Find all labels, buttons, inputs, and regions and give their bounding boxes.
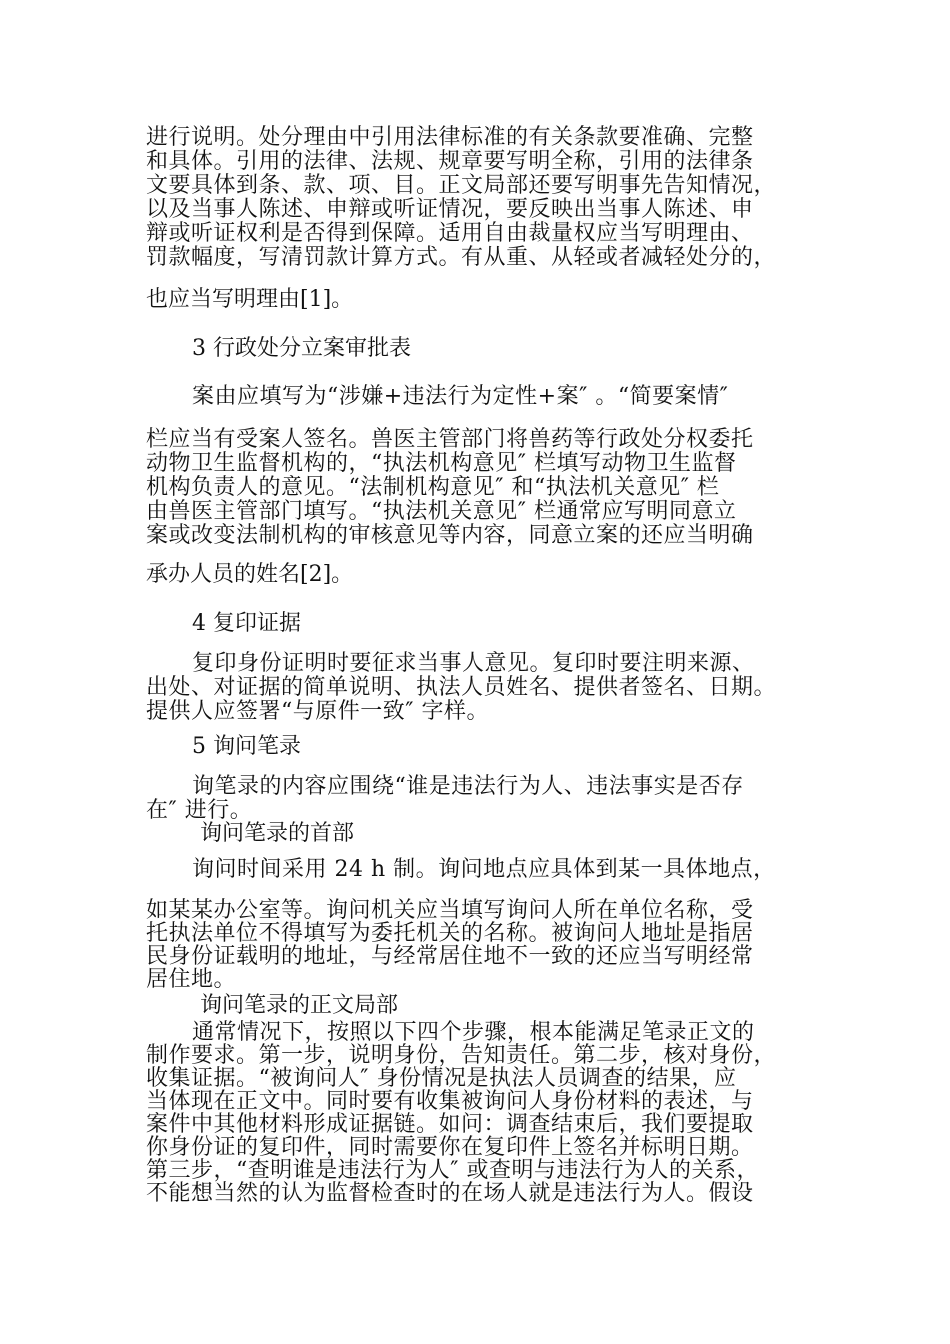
text-line: 案或改变法制机构的审核意见等内容，同意立案的还应当明确 [146, 523, 754, 548]
text-line: 也应当写明理由[1]。 [146, 287, 354, 312]
text-line: 机构负责人的意见。“法制机构意见″ 和“执法机关意见″ 栏 [146, 475, 720, 500]
text-line: 进行说明。处分理由中引用法律标准的有关条款要准确、完整 [146, 125, 754, 150]
text-line: 收集证据。“被询问人″ 身份情况是执法人员调查的结果，应 [146, 1066, 737, 1091]
text-line: 由兽医主管部门填写。“执法机关意见″ 栏通常应写明同意立 [146, 499, 737, 524]
section-heading-4: 4 复印证据 [192, 611, 301, 636]
text-line: 在″ 进行。 [146, 798, 253, 823]
paragraph-inquiry-time-place [146, 899, 806, 991]
paragraph-record-steps [146, 1021, 806, 1205]
text-line: 栏应当有受案人签名。兽医主管部门将兽药等行政处分权委托 [146, 427, 754, 452]
text-line: 提供人应签署“与原件一致″ 字样。 [146, 699, 489, 724]
text-line: 案件中其他材料形成证据链。如问：调查结束后，我们要提取 [146, 1112, 754, 1137]
text-line: 案由应填写为“涉嫌+违法行为定性+案″ 。“简要案情″ [192, 384, 729, 409]
paragraph-approval-form [146, 428, 806, 548]
text-line: 动物卫生监督机构的，“执法机构意见″ 栏填写动物卫生监督 [146, 451, 737, 476]
text-line: 以及当事人陈述、申辩或听证情况，要反映出当事人陈述、申 [146, 197, 754, 222]
section-heading-5: 5 询问笔录 [192, 734, 301, 759]
paragraph-copy-evidence [146, 652, 806, 724]
text-line: 出处、对证据的简单说明、执法人员姓名、提供者签名、日期。 [146, 675, 777, 700]
text-line: 如某某办公室等。询问机关应当填写询问人所在单位名称，受 [146, 898, 754, 923]
text-line: 承办人员的姓名[2]。 [146, 562, 354, 587]
text-line: 制作要求。第一步，说明身份，告知责任。第二步，核对身份， [146, 1043, 777, 1068]
text-line: 托执法单位不得填写为委托机关的名称。被询问人地址是指居 [146, 921, 754, 946]
text-line: 询问时间采用 24 h 制。询问地点应具体到某一具体地点， [192, 857, 776, 882]
text-line: 辩或听证权利是否得到保障。适用自由裁量权应当写明理由、 [146, 221, 754, 246]
text-line: 民身份证载明的地址，与经常居住地不一致的还应当写明经常 [146, 944, 754, 969]
text-line: 居住地。 [146, 967, 237, 992]
paragraph-penalty-reasons [146, 126, 806, 270]
text-line: 询笔录的内容应围绕“谁是违法行为人、违法事实是否存 [192, 774, 744, 799]
text-line: 文要具体到条、款、项、目。正文局部还要写明事先告知情况， [146, 173, 777, 198]
text-line: 你身份证的复印件，同时需要你在复印件上签名并标明日期。 [146, 1135, 754, 1160]
text-line: 不能想当然的认为监督检查时的在场人就是违法行为人。假设 [146, 1181, 754, 1206]
text-line: 第三步，“查明谁是违法行为人″ 或查明与违法行为人的关系， [146, 1158, 759, 1183]
paragraph-inquiry-content [146, 775, 806, 823]
text-line: 罚款幅度，写清罚款计算方式。有从重、从轻或者减轻处分的， [146, 245, 777, 270]
text-line: 当体现在正文中。同时要有收集被询问人身份材料的表述，与 [146, 1089, 754, 1114]
text-line: 和具体。引用的法律、法规、规章要写明全称，引用的法律条 [146, 149, 754, 174]
subheading-record-header: 询问笔录的首部 [200, 821, 355, 846]
text-line: 通常情况下，按照以下四个步骤，根本能满足笔录正文的 [192, 1020, 755, 1045]
section-heading-3: 3 行政处分立案审批表 [192, 336, 411, 361]
text-line: 复印身份证明时要征求当事人意见。复印时要注明来源、 [192, 651, 755, 676]
subheading-record-body: 询问笔录的正文局部 [200, 993, 399, 1018]
